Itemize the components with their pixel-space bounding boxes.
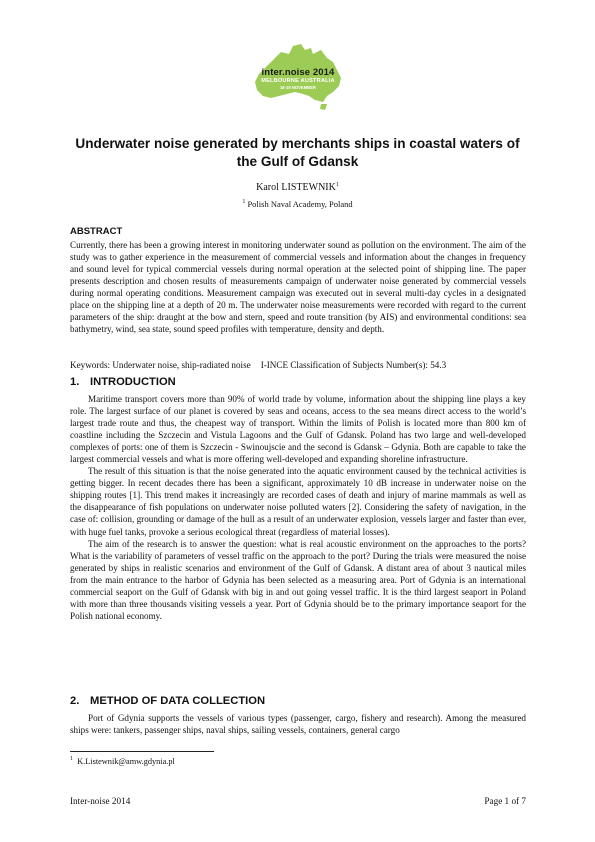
author-affiliation-mark: 1 [335,182,339,188]
title-line-1: Underwater noise generated by merchants ships in coastal waters of [75,136,520,151]
logo-name: inter.noise 2014 [261,67,335,78]
method-body [70,712,526,736]
author [60,182,535,194]
classification: I-INCE Classification of Subjects Number(s): 54.3 [260,360,447,370]
abstract-heading: ABSTRACT [70,226,123,237]
footnote [70,757,175,767]
section-heading-method [70,695,265,707]
paper-title [60,135,535,171]
introduction-body [70,393,526,622]
abstract-paragraph: Currently, there has been a growing interest in monitoring underwater sound as pollution on the environment. The aim of the study was to gather experience in the measurement of commercial vessels and information about the changes in frequency and sound level for typical commercial vessels during normal operation at the selected point of shipping line. The paper presents description and chosen results of measurements campaign of underwater noise generated by commercial vessels during normal operating conditions. Measurement campaign was executed out in several multi-day cycles in a designated place on the shipping line at a depth of 20 m. The underwater noise measurements were recorded with regard to the current parameters of the ship: draught at the bow and stern, speed and route transition (by AIS) and environmental conditions: sea bathymetry, wind, sea state, sound speed profiles with temperature, density and depth. [70,240,526,335]
footer-conference: Inter-noise 2014 [70,796,131,806]
affiliation-text: Polish Naval Academy, Poland [245,199,353,209]
footer-page-number: Page 1 of 7 [484,796,526,806]
abstract-body [70,239,526,335]
section-number: 2. [70,695,80,707]
paragraph: Maritime transport covers more than 90% of world trade by volume, information about the shipping line plays a key role. The largest surface of our planet is covered by seas and oceans, access to the sea means direct access to the world’s largest trade route and thus, the cheapest way of transport. Within the limits of Polish is located more than 800 km of coastline including the Szczecin and Vistula Lagoons and the Gulf of Gdansk. Poland has two large and well-developed complexes of ports: one of them is Szczecin - Swinoujscie and the second is Gdansk – Gdynia. Both are capable to take the largest commercial vessels and what is more offering well-developed and expanding shoreline infrastructure. [70,394,526,465]
paragraph: Port of Gdynia supports the vessels of various types (passenger, cargo, fishery and research). Among the measured ships were: tankers, passenger ships, naval ships, sailing vessels, containers, general cargo [70,713,526,736]
footnote-divider [70,751,214,752]
footnote-mark: 1 [70,756,73,762]
section-number: 1. [70,376,80,388]
section-heading-introduction [70,376,176,388]
logo-location: MELBOURNE AUSTRALIA [261,78,335,84]
affiliation-mark: 1 [242,199,246,205]
paragraph: The result of this situation is that the noise generated into the aquatic environment caused by the technical activities is getting bigger. In recent decades there has been a significant, approximately 10 dB increase in underwater noise on the shipping routes [1]. This trend makes it increasingly are recorded cases of death and injury of marine mammals as well as the disappearance of fish populations on underwater noise polluted waters [2]. Considering the safety of navigation, in the case of: collision, grounding or damage of the hull as a result of an underwater explosion, vessels larger and faster than ever, with huge fuel tanks, provoke a serious ecological threat (regardless of material losses). [70,466,526,537]
affiliation [60,199,535,210]
paragraph: The aim of the research is to answer the question: what is real acoustic environment on the approaches to the ports? What is the variability of parameters of vessel traffic on the approach to the port? During the trials were measured the noise generated by ships in realistic scenarios and environment of the Gulf of Gdansk. A distant area of about 3 nautical miles from the main entrance to the harbor of Gdynia has been selected as a measuring area. Port of Gdynia is an international commercial seaport on the Gulf of Gdansk with big in and out going vessel traffic. It is the third largest seaport in Poland with more than three thousands visiting vessels a year. Port of Gdynia should be to the primary importance seaport for the Polish national economy. [70,538,526,621]
footnote-email: K.Listewnik@amw.gdynia.pl [77,757,175,766]
section-title: METHOD OF DATA COLLECTION [90,695,266,707]
conference-logo [243,40,353,112]
logo-dates: 16-19 NOVEMBER [279,85,317,90]
title-line-2: the Gulf of Gdansk [236,154,359,169]
keywords-line [70,359,540,371]
keywords: Keywords: Underwater noise, ship-radiated noise [70,360,251,370]
author-name: Karol LISTEWNIK [256,182,336,193]
section-title: INTRODUCTION [90,376,176,388]
